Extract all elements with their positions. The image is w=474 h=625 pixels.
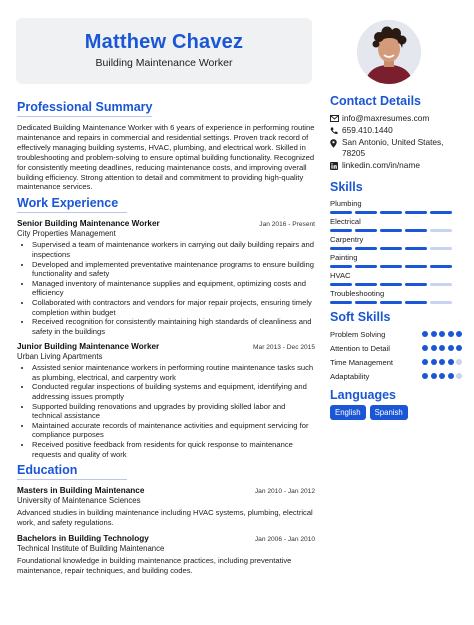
education-date: Jan 2006 - Jan 2010 <box>254 535 315 543</box>
soft-skill-item <box>330 327 462 341</box>
job-bullet: • Received recognition for consistently maintaining high standards of cleanliness and safety in the buildings <box>32 317 315 336</box>
skill-level-segment <box>330 229 352 232</box>
skill-name: Troubleshooting <box>330 289 385 298</box>
job-bullet: • Maintained accurate records of maintenance activities and equipment servicing for compliance purposes <box>32 421 315 440</box>
language-badge: English <box>330 405 366 420</box>
languages-list <box>330 405 462 420</box>
skill-level-bar <box>330 229 462 232</box>
skill-level-segment <box>405 283 427 286</box>
soft-skill-rating <box>422 359 462 365</box>
skill-item <box>330 253 462 268</box>
skill-level-segment <box>430 283 452 286</box>
rating-dot <box>456 359 462 365</box>
language-badge: Spanish <box>370 405 408 420</box>
job-bullet: • Received positive feedback from residents for quick response to maintenance requests and quality of work <box>32 440 315 459</box>
skill-level-bar <box>330 265 462 268</box>
rating-dot <box>456 345 462 351</box>
linkedin-icon <box>330 160 342 170</box>
rating-dot <box>448 359 454 365</box>
skill-level-segment <box>430 211 452 214</box>
job-title: Senior Building Maintenance Worker <box>17 219 160 229</box>
skill-level-segment <box>430 247 452 250</box>
soft-skill-item <box>330 341 462 355</box>
sidebar-column <box>330 94 462 420</box>
skills-heading: Skills <box>330 180 363 194</box>
location-pin-icon <box>330 137 342 148</box>
rating-dot <box>456 373 462 379</box>
job-bullet: • Conducted regular inspections of building systems and equipment, identifying and addressing issues promptly <box>32 382 315 401</box>
candidate-name: Matthew Chavez <box>84 31 244 53</box>
skill-name: Electrical <box>330 217 361 226</box>
contact-linkedin[interactable] <box>330 160 462 171</box>
skill-level-segment <box>430 229 452 232</box>
rating-dot <box>422 359 428 365</box>
experience-heading: Work Experience <box>17 196 127 213</box>
job-bullet: • Supervised a team of maintenance workers in carrying out daily building repairs and inspections <box>32 240 315 259</box>
skill-level-segment <box>355 283 377 286</box>
skill-level-segment <box>355 229 377 232</box>
envelope-icon <box>330 113 342 122</box>
rating-dot <box>448 373 454 379</box>
skill-level-segment <box>355 301 377 304</box>
job-bullets <box>17 363 315 459</box>
rating-dot <box>431 331 437 337</box>
main-column <box>17 98 315 575</box>
job-title: Junior Building Maintenance Worker <box>17 342 160 352</box>
languages-heading: Languages <box>330 388 396 402</box>
phone-icon <box>330 125 342 135</box>
skill-name: Painting <box>330 253 358 262</box>
job-bullet: • Managed inventory of maintenance supplies and equipment, optimizing costs and efficiency <box>32 279 315 298</box>
skill-level-segment <box>380 211 402 214</box>
skill-item <box>330 217 462 232</box>
skill-level-bar <box>330 211 462 214</box>
job-date: Mar 2013 - Dec 2015 <box>253 344 315 352</box>
job-date: Jan 2016 - Present <box>259 221 315 229</box>
rating-dot <box>448 345 454 351</box>
soft-skill-name: Problem Solving <box>330 329 386 339</box>
education-description: Foundational knowledge in building maintenance practices, including preventative maintenance, repair techniques, and building codes. <box>17 555 292 575</box>
contact-email[interactable] <box>330 113 462 124</box>
contact-address <box>330 137 462 159</box>
address-text: San Antonio, United States, 78205 <box>342 137 444 158</box>
skill-level-segment <box>355 247 377 250</box>
rating-dot <box>422 331 428 337</box>
skill-item <box>330 271 462 286</box>
job-company: Urban Living Apartments <box>17 352 103 362</box>
resume-header <box>16 18 312 84</box>
skill-level-bar <box>330 247 462 250</box>
rating-dot <box>431 345 437 351</box>
linkedin-text: linkedin.com/in/name <box>342 160 420 170</box>
summary-text: Dedicated Building Maintenance Worker with 6 years of experience in performing routine maintenance and repairs in commercial and residential settings. Proven track record of effectively managing building systems, HVAC, plumbing, and electrical work. Skilled in troubleshooting and problem-solving to ensure optimal building functionality. Recognized for consistently meeting deadlines, reducing maintenance costs, and improving overall building efficiency. Strong attention to detail and commitment to providing high-quality maintenance services. <box>17 123 315 192</box>
job-entry <box>17 219 315 336</box>
job-company: City Properties Management <box>17 229 116 239</box>
contact-phone[interactable] <box>330 125 462 136</box>
skill-level-segment <box>380 229 402 232</box>
skill-level-segment <box>405 265 427 268</box>
rating-dot <box>431 373 437 379</box>
skill-level-segment <box>405 211 427 214</box>
soft-skills-list <box>330 327 462 383</box>
job-bullet: • Collaborated with contractors and vendors for major repair projects, ensuring timely completion within budget <box>32 298 315 317</box>
soft-skill-name: Adaptability <box>330 371 370 381</box>
skill-level-segment <box>330 247 352 250</box>
skill-level-segment <box>380 301 402 304</box>
education-entry <box>17 486 315 528</box>
rating-dot <box>456 331 462 337</box>
skill-level-segment <box>430 301 452 304</box>
skill-level-segment <box>380 247 402 250</box>
school-name: Technical Institute of Building Maintenance <box>17 543 165 553</box>
skill-level-segment <box>330 283 352 286</box>
rating-dot <box>439 373 445 379</box>
job-entry <box>17 342 315 459</box>
skills-list <box>330 199 462 304</box>
job-bullet: • Supported building renovations and upgrades by providing skilled labor and technical assistance <box>32 402 315 421</box>
soft-skill-rating <box>422 373 462 379</box>
skill-item <box>330 289 462 304</box>
soft-skill-name: Time Management <box>330 357 394 367</box>
rating-dot <box>422 345 428 351</box>
candidate-role: Building Maintenance Worker <box>95 57 233 69</box>
skill-level-segment <box>380 265 402 268</box>
rating-dot <box>422 373 428 379</box>
degree-title: Bachelors in Building Technology <box>17 533 149 543</box>
job-bullet: • Developed and implemented preventative maintenance programs to ensure building functionality and safety <box>32 260 315 279</box>
profile-photo-icon <box>357 20 421 84</box>
degree-title: Masters in Building Maintenance <box>17 486 145 496</box>
skill-level-segment <box>330 265 352 268</box>
summary-heading: Professional Summary <box>17 100 152 117</box>
education-description: Advanced studies in building maintenance including HVAC systems, plumbing, electrical work, and safety regulations. <box>17 508 313 528</box>
skill-level-segment <box>330 211 352 214</box>
education-entry <box>17 534 315 576</box>
email-text: info@maxresumes.com <box>342 113 430 123</box>
soft-skill-name: Attention to Detail <box>330 343 390 353</box>
job-bullet: • Assisted senior maintenance workers in performing routine maintenance tasks such as plumbing, electrical, and carpentry work <box>32 363 315 382</box>
rating-dot <box>439 359 445 365</box>
education-date: Jan 2010 - Jan 2012 <box>254 488 315 496</box>
skill-item <box>330 235 462 250</box>
skill-name: Plumbing <box>330 199 362 208</box>
skill-level-segment <box>430 265 452 268</box>
job-bullets <box>17 240 315 336</box>
skill-level-segment <box>380 283 402 286</box>
phone-text: 659.410.1440 <box>342 125 393 135</box>
avatar <box>357 20 421 84</box>
skill-level-bar <box>330 283 462 286</box>
skill-level-segment <box>355 211 377 214</box>
rating-dot <box>439 331 445 337</box>
soft-skill-item <box>330 369 462 383</box>
school-name: University of Maintenance Sciences <box>17 496 141 506</box>
skill-item <box>330 199 462 214</box>
skill-level-segment <box>405 229 427 232</box>
skill-level-segment <box>355 265 377 268</box>
skill-level-segment <box>405 247 427 250</box>
soft-skill-rating <box>422 345 462 351</box>
rating-dot <box>439 345 445 351</box>
contact-heading: Contact Details <box>330 94 421 108</box>
skill-level-segment <box>330 301 352 304</box>
soft-skill-rating <box>422 331 462 337</box>
soft-skill-item <box>330 355 462 369</box>
skill-level-segment <box>405 301 427 304</box>
rating-dot <box>431 359 437 365</box>
skill-name: HVAC <box>330 271 351 280</box>
rating-dot <box>448 331 454 337</box>
skill-level-bar <box>330 301 462 304</box>
education-heading: Education <box>17 463 127 480</box>
skill-name: Carpentry <box>330 235 364 244</box>
soft-skills-heading: Soft Skills <box>330 310 391 324</box>
